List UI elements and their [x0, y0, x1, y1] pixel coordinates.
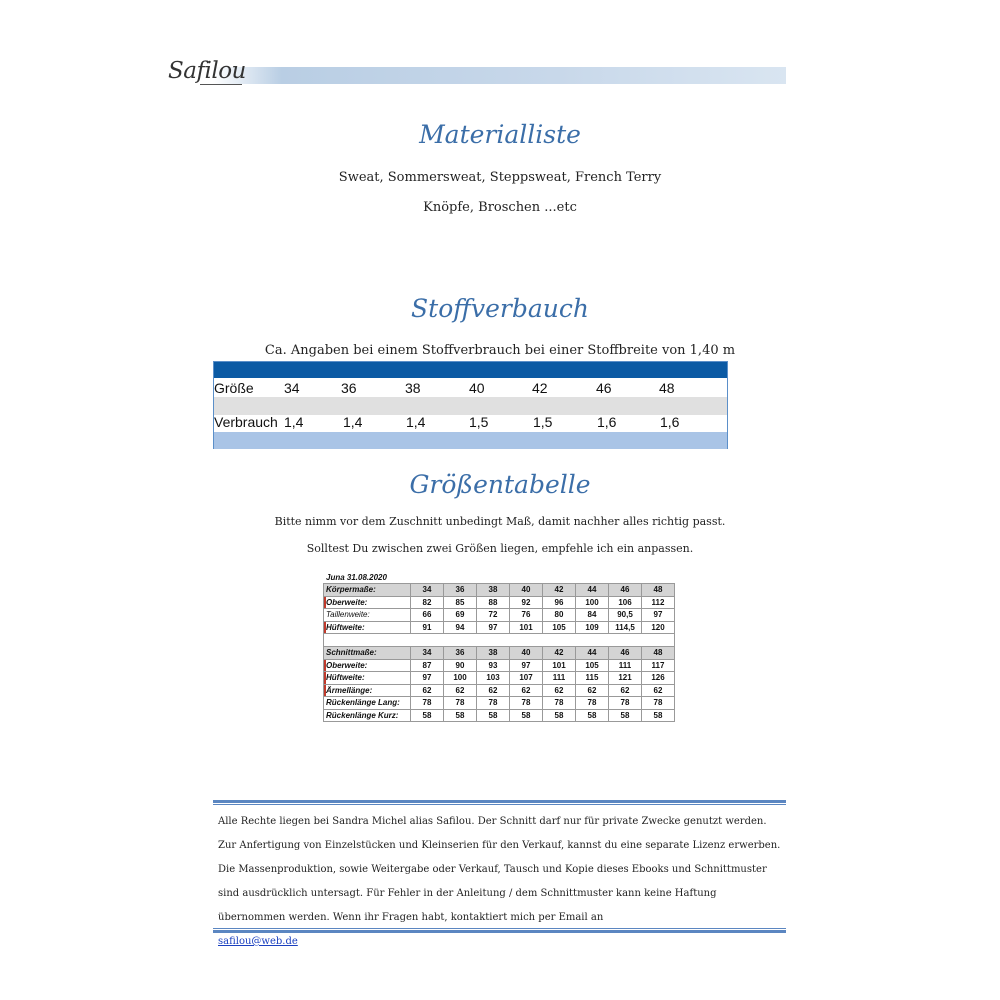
table-cell: 111 [543, 672, 576, 685]
header-size: 34 [411, 584, 444, 597]
table-cell: 72 [477, 609, 510, 622]
consumption-cell: 1,5 [469, 414, 489, 430]
table-cell: 120 [642, 621, 675, 634]
table-cell: 78 [411, 697, 444, 710]
consumption-row-label: Verbrauch [214, 414, 278, 430]
consumption-cell: 1,4 [284, 414, 304, 430]
footer-bottom-rule-thin [213, 928, 786, 929]
header-size: 44 [576, 647, 609, 660]
table-cell: 58 [609, 709, 642, 722]
table-cell: 58 [411, 709, 444, 722]
stoffverbrauch-title: Stoffverbauch [411, 294, 589, 323]
table-cell: 97 [642, 609, 675, 622]
header-bar [213, 67, 786, 84]
table-row [324, 672, 675, 685]
materialliste-line-2: Knöpfe, Broschen ...etc [423, 200, 577, 215]
table-cell: 88 [477, 596, 510, 609]
size-cell: 40 [469, 380, 485, 396]
row-label: Oberweite: [324, 596, 411, 609]
header-size: 46 [609, 584, 642, 597]
table-cell: 58 [477, 709, 510, 722]
size-cell: 34 [284, 380, 300, 396]
table-cell: 80 [543, 609, 576, 622]
materialliste-title: Materialliste [419, 120, 581, 149]
stoffverbrauch-table [213, 361, 728, 449]
table-footer-band [214, 432, 727, 449]
table-cell: 115 [576, 672, 609, 685]
size-row [214, 380, 727, 398]
header-label: Körpermaße: [324, 584, 411, 597]
table-cell: 78 [609, 697, 642, 710]
table-cell: 126 [642, 672, 675, 685]
header-size: 48 [642, 647, 675, 660]
table-cell: 62 [477, 684, 510, 697]
header-size: 44 [576, 584, 609, 597]
header-size: 36 [444, 647, 477, 660]
table-cell: 100 [576, 596, 609, 609]
footer-top-rule-thin [213, 804, 786, 805]
table-row [324, 684, 675, 697]
table-cell: 96 [543, 596, 576, 609]
table-cell: 58 [543, 709, 576, 722]
row-label: Rückenlänge Kurz: [324, 709, 411, 722]
table-cell: 78 [576, 697, 609, 710]
table-cell: 107 [510, 672, 543, 685]
table-cell: 101 [543, 659, 576, 672]
table-row [324, 709, 675, 722]
table-cell: 78 [642, 697, 675, 710]
table-cell: 97 [411, 672, 444, 685]
table-spacer-row [214, 397, 727, 415]
header-size: 38 [477, 584, 510, 597]
consumption-cell: 1,6 [660, 414, 680, 430]
table-cell: 82 [411, 596, 444, 609]
table-cell: 90,5 [609, 609, 642, 622]
table-cell: 103 [477, 672, 510, 685]
table-cell: 76 [510, 609, 543, 622]
table-cell: 112 [642, 596, 675, 609]
header-label: Schnittmaße: [324, 647, 411, 660]
table-row [324, 697, 675, 710]
row-label: Ärmellänge: [324, 684, 411, 697]
body-measure-header-row [324, 584, 675, 597]
size-row-label: Größe [214, 380, 254, 396]
size-cell: 46 [596, 380, 612, 396]
header-size: 34 [411, 647, 444, 660]
table-cell: 58 [510, 709, 543, 722]
size-cell: 38 [405, 380, 421, 396]
table-spacer-row [324, 634, 675, 647]
table-cell: 87 [411, 659, 444, 672]
logo: Safilou [168, 58, 246, 84]
size-cell: 36 [341, 380, 357, 396]
header-size: 42 [543, 584, 576, 597]
table-cell: 101 [510, 621, 543, 634]
row-label: Hüftweite: [324, 621, 411, 634]
table-cell: 90 [444, 659, 477, 672]
header-size: 40 [510, 584, 543, 597]
row-label: Oberweite: [324, 659, 411, 672]
row-label: Hüftweite: [324, 672, 411, 685]
row-label: Rückenlänge Lang: [324, 697, 411, 710]
footer-top-rule [213, 800, 786, 803]
header-size: 42 [543, 647, 576, 660]
table-cell: 62 [576, 684, 609, 697]
table-cell: 114,5 [609, 621, 642, 634]
groessentabelle-line-1: Bitte nimm vor dem Zuschnitt unbedingt Maß, damit nachher alles richtig passt. [274, 515, 726, 528]
table-cell: 62 [642, 684, 675, 697]
cut-measure-header-row [324, 647, 675, 660]
logo-underline [200, 84, 242, 85]
consumption-cell: 1,4 [343, 414, 363, 430]
size-cell: 42 [532, 380, 548, 396]
measure-table [323, 583, 675, 722]
table-cell: 109 [576, 621, 609, 634]
row-label: Taillenweite: [324, 609, 411, 622]
table-row [324, 659, 675, 672]
table-row [324, 596, 675, 609]
table-cell: 78 [543, 697, 576, 710]
table-cell: 105 [576, 659, 609, 672]
table-cell: 78 [477, 697, 510, 710]
table-cell: 85 [444, 596, 477, 609]
table-cell: 105 [543, 621, 576, 634]
table-cell: 62 [510, 684, 543, 697]
header-size: 38 [477, 647, 510, 660]
table-cell: 91 [411, 621, 444, 634]
table-cell: 84 [576, 609, 609, 622]
table-cell: 100 [444, 672, 477, 685]
consumption-cell: 1,5 [533, 414, 553, 430]
header-size: 36 [444, 584, 477, 597]
consumption-cell: 1,4 [406, 414, 426, 430]
table-cell: 121 [609, 672, 642, 685]
header-size: 40 [510, 647, 543, 660]
table-cell: 117 [642, 659, 675, 672]
table-cell: 62 [411, 684, 444, 697]
table-cell: 111 [609, 659, 642, 672]
materialliste-line-1: Sweat, Sommersweat, Steppsweat, French Terry [338, 170, 662, 185]
copyright-notice: Alle Rechte liegen bei Sandra Michel alias Safilou. Der Schnitt darf nur für private Zwecke genutzt werden. Zur Anfertigung von Einzelstücken und Kleinserien für den Verkauf, kannst du eine separate Lizenz erwerben. Die Massenproduktion, sowie Weitergabe oder Verkauf, Tausch und Kopie dieses Ebooks und Schnittmuster sind ausdrücklich untersagt. Für Fehler in der Anleitung / dem Schnittmuster kann keine Haftung übernommen werden. Wenn ihr Fragen habt, kontaktiert mich per Email an [218, 816, 781, 923]
table-cell: 97 [510, 659, 543, 672]
consumption-cell: 1,6 [597, 414, 617, 430]
table-cell: 78 [510, 697, 543, 710]
table-cell: 93 [477, 659, 510, 672]
table-cell: 58 [642, 709, 675, 722]
measure-table-caption: Juna 31.08.2020 [326, 573, 387, 582]
size-cell: 48 [659, 380, 675, 396]
table-row [324, 609, 675, 622]
table-cell: 62 [444, 684, 477, 697]
table-cell: 69 [444, 609, 477, 622]
table-cell: 92 [510, 596, 543, 609]
consumption-row [214, 414, 727, 432]
groessentabelle-line-2: Solltest Du zwischen zwei Größen liegen, empfehle ich ein anpassen. [306, 542, 694, 555]
table-row [324, 621, 675, 634]
stoffverbrauch-subtitle: Ca. Angaben bei einem Stoffverbrauch bei einer Stoffbreite von 1,40 m [264, 343, 736, 358]
table-cell: 58 [444, 709, 477, 722]
groessentabelle-title: Größentabelle [409, 470, 591, 499]
table-cell: 106 [609, 596, 642, 609]
email-link[interactable]: safilou@web.de [218, 936, 298, 947]
table-cell: 62 [543, 684, 576, 697]
footer-bottom-rule [213, 930, 786, 933]
table-cell: 66 [411, 609, 444, 622]
header-size: 48 [642, 584, 675, 597]
table-cell: 97 [477, 621, 510, 634]
table-cell: 58 [576, 709, 609, 722]
header-size: 46 [609, 647, 642, 660]
table-header-band [214, 362, 727, 378]
table-cell: 94 [444, 621, 477, 634]
table-cell: 62 [609, 684, 642, 697]
table-cell: 78 [444, 697, 477, 710]
